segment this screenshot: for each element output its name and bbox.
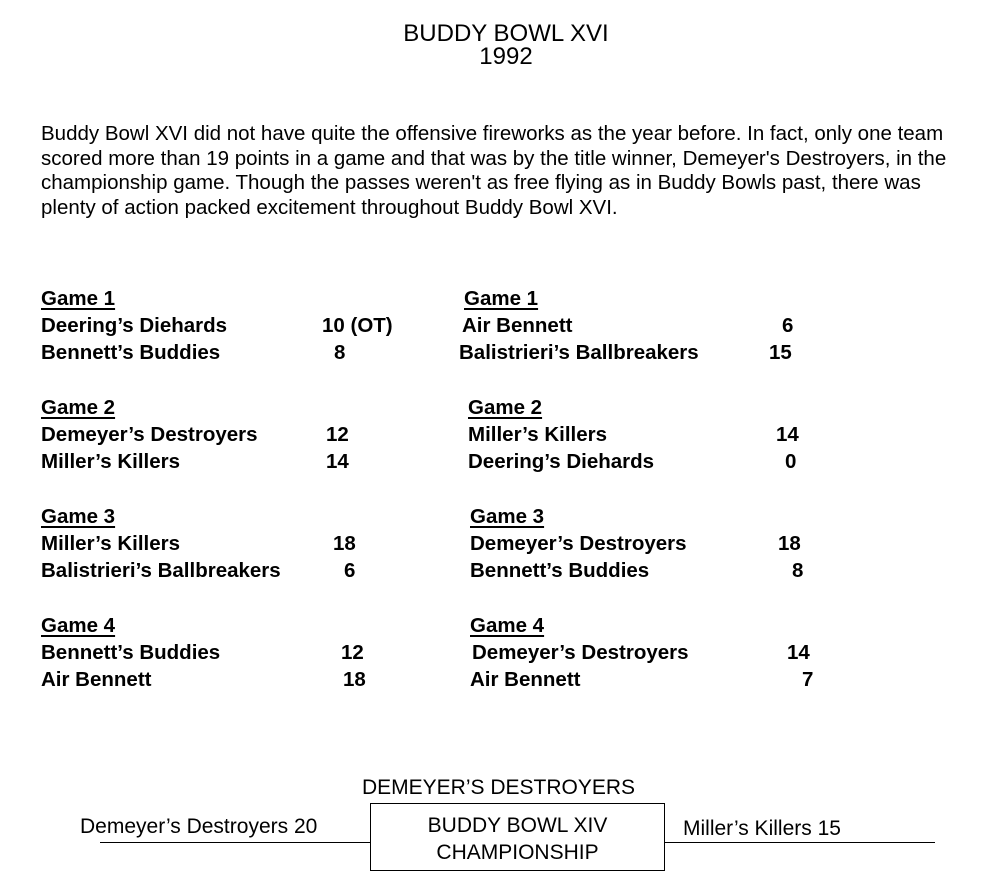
left-game-3-score-1: 18 <box>333 532 356 555</box>
left-game-2-score-1: 12 <box>326 423 349 446</box>
left-game-3-score-2: 6 <box>344 559 356 582</box>
left-game-2-team-2: Miller’s Killers <box>41 450 181 473</box>
left-game-1-team-1: Deering’s Diehards <box>41 314 228 337</box>
bracket-left-line <box>100 842 370 843</box>
left-game-1-score-1: 10 (OT) <box>322 314 393 337</box>
right-game-2-label: Game 2 <box>468 396 543 419</box>
left-game-3-team-1: Miller’s Killers <box>41 532 181 555</box>
left-game-1-label: Game 1 <box>41 287 116 310</box>
left-game-2-team-1: Demeyer’s Destroyers <box>41 423 258 446</box>
page-title: BUDDY BOWL XVI <box>403 20 609 47</box>
left-game-4-team-1: Bennett’s Buddies <box>41 641 221 664</box>
right-game-3-team-2: Bennett’s Buddies <box>470 559 650 582</box>
right-game-2-score-1: 14 <box>776 423 799 446</box>
championship-box <box>370 803 665 871</box>
page-year: 1992 <box>479 43 533 70</box>
right-game-1-team-1: Air Bennett <box>462 314 573 337</box>
right-game-4-score-1: 14 <box>787 641 810 664</box>
left-game-4-score-1: 12 <box>341 641 364 664</box>
left-game-4-team-2: Air Bennett <box>41 668 152 691</box>
right-game-3-label: Game 3 <box>470 505 545 528</box>
left-game-3-label: Game 3 <box>41 505 116 528</box>
right-game-1-score-2: 15 <box>769 341 792 364</box>
champion-name: DEMEYER’S DESTROYERS <box>362 776 636 799</box>
left-game-1-score-2: 8 <box>334 341 346 364</box>
right-game-1-team-2: Balistrieri’s Ballbreakers <box>459 341 699 364</box>
left-game-1-team-2: Bennett’s Buddies <box>41 341 221 364</box>
right-game-2-score-2: 0 <box>785 450 797 473</box>
championship-box-line-2: CHAMPIONSHIP <box>436 841 599 864</box>
right-game-4-score-2: 7 <box>802 668 814 691</box>
intro-paragraph: Buddy Bowl XVI did not have quite the offensive fireworks as the year before. In fact, only one team scored more than 19 points in a game and that was by the title winner, Demeyer's Destroyers, in the championship game. Though the passes weren't as free flying as in Buddy Bowls past, there was plenty of action packed excitement throughout Buddy Bowl XVI. <box>41 122 947 219</box>
left-game-2-score-2: 14 <box>326 450 349 473</box>
right-game-4-team-2: Air Bennett <box>470 668 581 691</box>
right-game-4-team-1: Demeyer’s Destroyers <box>472 641 689 664</box>
bracket-right-entry: Miller’s Killers 15 <box>683 817 841 840</box>
right-game-4-label: Game 4 <box>470 614 545 637</box>
right-game-1-score-1: 6 <box>782 314 794 337</box>
right-game-3-score-2: 8 <box>792 559 804 582</box>
right-game-2-team-1: Miller’s Killers <box>468 423 608 446</box>
bracket-right-line <box>665 842 935 843</box>
right-game-1-label: Game 1 <box>464 287 539 310</box>
championship-box-line-1: BUDDY BOWL XIV <box>427 814 608 837</box>
right-game-3-team-1: Demeyer’s Destroyers <box>470 532 687 555</box>
right-game-2-team-2: Deering’s Diehards <box>468 450 655 473</box>
left-game-4-label: Game 4 <box>41 614 116 637</box>
bracket-left-entry: Demeyer’s Destroyers 20 <box>80 815 318 838</box>
right-game-3-score-1: 18 <box>778 532 801 555</box>
left-game-3-team-2: Balistrieri’s Ballbreakers <box>41 559 281 582</box>
left-game-4-score-2: 18 <box>343 668 366 691</box>
left-game-2-label: Game 2 <box>41 396 116 419</box>
